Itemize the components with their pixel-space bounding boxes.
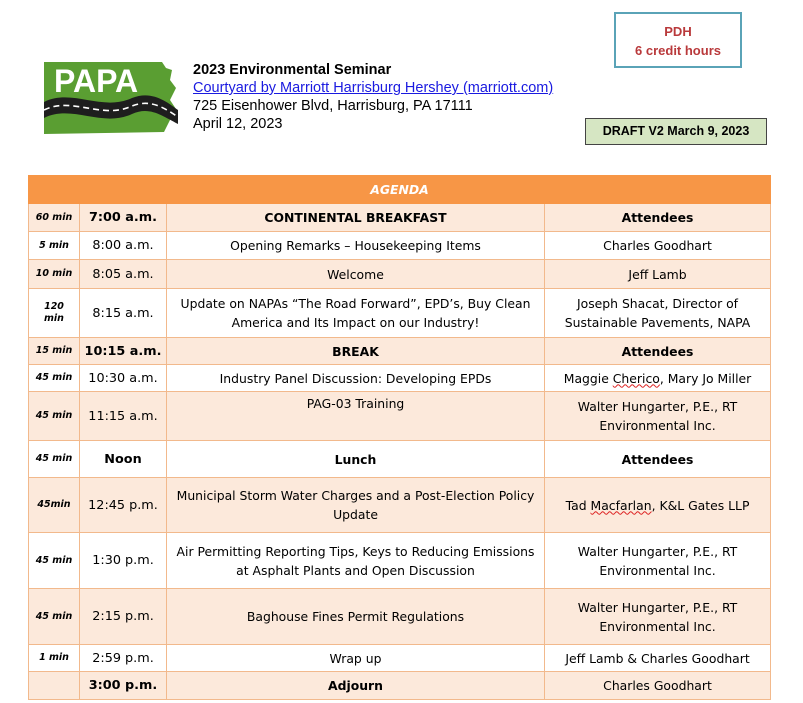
time-cell: 1:30 p.m. bbox=[80, 533, 167, 589]
time-cell: 11:15 a.m. bbox=[80, 392, 167, 441]
event-cell: Municipal Storm Water Charges and a Post-Election Policy Update bbox=[167, 478, 545, 533]
pdh-hours: 6 credit hours bbox=[635, 43, 721, 58]
event-cell: Air Permitting Reporting Tips, Keys to Reducing Emissions at Asphalt Plants and Open Discussion bbox=[167, 533, 545, 589]
time-cell: 2:15 p.m. bbox=[80, 589, 167, 645]
duration-cell bbox=[29, 672, 80, 700]
duration-cell: 45 min bbox=[29, 533, 80, 589]
duration-cell: 120 min bbox=[29, 289, 80, 338]
pdh-credit-box bbox=[614, 12, 742, 68]
papa-logo bbox=[42, 58, 180, 138]
agenda-table bbox=[28, 175, 771, 700]
speaker-cell: Walter Hungarter, P.E., RT Environmental Inc. bbox=[545, 392, 771, 441]
event-cell: BREAK bbox=[167, 338, 545, 365]
table-row bbox=[29, 672, 771, 700]
seminar-title: 2023 Environmental Seminar bbox=[193, 62, 392, 78]
event-cell: Lunch bbox=[167, 441, 545, 478]
duration-cell: 10 min bbox=[29, 260, 80, 289]
duration-cell: 45 min bbox=[29, 589, 80, 645]
time-cell: 10:15 a.m. bbox=[80, 338, 167, 365]
speaker-cell: Attendees bbox=[545, 204, 771, 232]
duration-cell: 60 min bbox=[29, 204, 80, 232]
table-row bbox=[29, 533, 771, 589]
table-row bbox=[29, 441, 771, 478]
venue-address: 725 Eisenhower Blvd, Harrisburg, PA 17111 bbox=[193, 98, 473, 114]
time-cell: 7:00 a.m. bbox=[80, 204, 167, 232]
time-cell: 2:59 p.m. bbox=[80, 645, 167, 672]
event-cell: Opening Remarks – Housekeeping Items bbox=[167, 232, 545, 260]
time-cell: 3:00 p.m. bbox=[80, 672, 167, 700]
duration-cell: 1 min bbox=[29, 645, 80, 672]
pdh-label: PDH bbox=[664, 24, 692, 39]
speaker-cell: Joseph Shacat, Director of Sustainable Pavements, NAPA bbox=[545, 289, 771, 338]
speaker-cell: Jeff Lamb & Charles Goodhart bbox=[545, 645, 771, 672]
event-cell: Welcome bbox=[167, 260, 545, 289]
event-cell: Industry Panel Discussion: Developing EPDs bbox=[167, 365, 545, 392]
venue-link[interactable]: Courtyard by Marriott Harrisburg Hershey (marriott.com) bbox=[193, 80, 554, 96]
speaker-cell: Walter Hungarter, P.E., RT Environmental Inc. bbox=[545, 533, 771, 589]
duration-cell: 45 min bbox=[29, 441, 80, 478]
duration-cell: 45min bbox=[29, 478, 80, 533]
time-cell: 8:15 a.m. bbox=[80, 289, 167, 338]
event-cell: PAG-03 Training bbox=[167, 392, 545, 441]
speaker-cell: Attendees bbox=[545, 338, 771, 365]
duration-cell: 15 min bbox=[29, 338, 80, 365]
speaker-cell: Attendees bbox=[545, 441, 771, 478]
time-cell: 8:05 a.m. bbox=[80, 260, 167, 289]
time-cell: Noon bbox=[80, 441, 167, 478]
time-cell: 8:00 a.m. bbox=[80, 232, 167, 260]
draft-version-box: DRAFT V2 March 9, 2023 bbox=[585, 118, 767, 145]
time-cell: 12:45 p.m. bbox=[80, 478, 167, 533]
speaker-name-part: Tad bbox=[565, 497, 591, 513]
speaker-cell: Charles Goodhart bbox=[545, 232, 771, 260]
table-row bbox=[29, 365, 771, 392]
table-row bbox=[29, 645, 771, 672]
table-row bbox=[29, 204, 771, 232]
table-row bbox=[29, 338, 771, 365]
table-row bbox=[29, 478, 771, 533]
seminar-date: April 12, 2023 bbox=[193, 116, 283, 132]
speaker-name-misspelled: Cherico bbox=[612, 370, 660, 386]
table-row bbox=[29, 260, 771, 289]
event-cell: Adjourn bbox=[167, 672, 545, 700]
speaker-cell: Charles Goodhart bbox=[545, 672, 771, 700]
event-cell: Baghouse Fines Permit Regulations bbox=[167, 589, 545, 645]
speaker-name-misspelled: Macfarlan bbox=[590, 497, 652, 513]
duration-cell: 45 min bbox=[29, 392, 80, 441]
agenda-heading-row bbox=[29, 176, 771, 204]
duration-cell: 5 min bbox=[29, 232, 80, 260]
speaker-cell bbox=[545, 478, 771, 533]
table-row bbox=[29, 232, 771, 260]
speaker-name-part: , K&L Gates LLP bbox=[651, 497, 750, 513]
speaker-name-part: , Mary Jo Miller bbox=[659, 370, 752, 386]
time-cell: 10:30 a.m. bbox=[80, 365, 167, 392]
event-cell: Update on NAPAs “The Road Forward”, EPD’s, Buy Clean America and Its Impact on our Industry! bbox=[167, 289, 545, 338]
speaker-cell: Jeff Lamb bbox=[545, 260, 771, 289]
table-row bbox=[29, 289, 771, 338]
logo-text: PAPA bbox=[54, 63, 139, 99]
table-row bbox=[29, 589, 771, 645]
speaker-cell: Walter Hungarter, P.E., RT Environmental Inc. bbox=[545, 589, 771, 645]
speaker-name-part: Maggie bbox=[563, 370, 613, 386]
duration-cell: 45 min bbox=[29, 365, 80, 392]
seminar-header bbox=[193, 61, 553, 133]
event-cell: CONTINENTAL BREAKFAST bbox=[167, 204, 545, 232]
table-row bbox=[29, 392, 771, 441]
agenda-heading: AGENDA bbox=[29, 176, 771, 204]
speaker-cell bbox=[545, 365, 771, 392]
event-cell: Wrap up bbox=[167, 645, 545, 672]
